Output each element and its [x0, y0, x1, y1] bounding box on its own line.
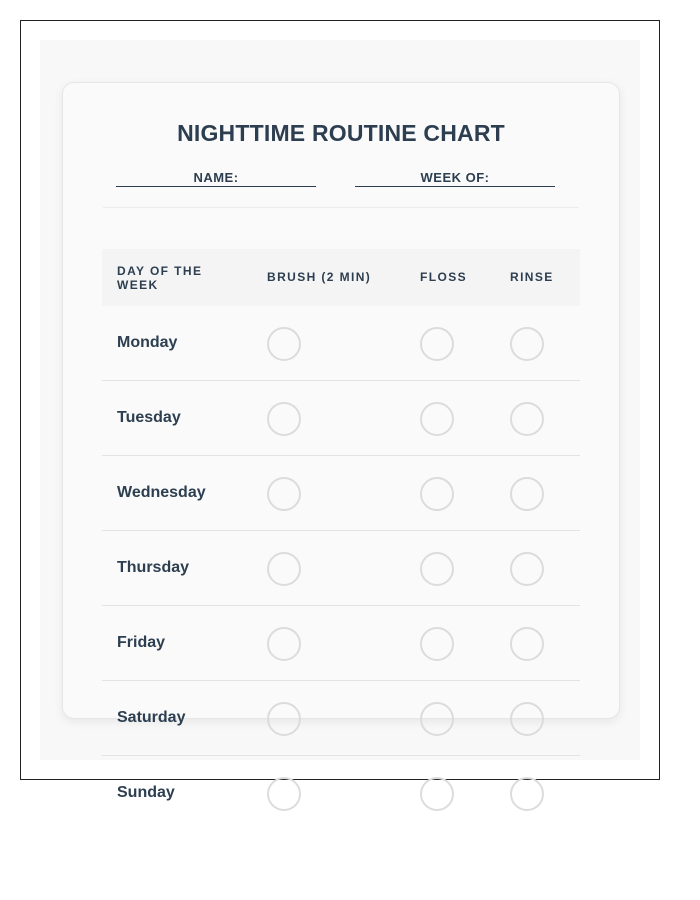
day-label: Wednesday	[117, 484, 206, 501]
brush-checkbox[interactable]	[267, 777, 301, 811]
rinse-checkbox[interactable]	[510, 627, 544, 661]
table-row	[102, 681, 580, 756]
brush-checkbox[interactable]	[267, 702, 301, 736]
rinse-checkbox[interactable]	[510, 552, 544, 586]
table-row	[102, 606, 580, 681]
rinse-checkbox[interactable]	[510, 327, 544, 361]
name-field[interactable]	[116, 170, 316, 187]
brush-checkbox[interactable]	[267, 627, 301, 661]
week-of-field[interactable]	[355, 170, 555, 187]
brush-checkbox[interactable]	[267, 327, 301, 361]
table-row	[102, 456, 580, 531]
brush-checkbox[interactable]	[267, 552, 301, 586]
rinse-checkbox[interactable]	[510, 402, 544, 436]
floss-checkbox[interactable]	[420, 552, 454, 586]
floss-checkbox[interactable]	[420, 702, 454, 736]
table-row	[102, 381, 580, 456]
name-label: NAME:	[193, 170, 239, 185]
rinse-checkbox[interactable]	[510, 777, 544, 811]
floss-checkbox[interactable]	[420, 327, 454, 361]
day-label: Friday	[117, 634, 166, 651]
floss-checkbox[interactable]	[420, 402, 454, 436]
day-label: Thursday	[117, 559, 190, 576]
header-divider	[103, 207, 579, 208]
table-row	[102, 756, 580, 831]
floss-checkbox[interactable]	[420, 777, 454, 811]
floss-checkbox[interactable]	[420, 627, 454, 661]
day-label: Sunday	[117, 784, 175, 801]
week-of-label: WEEK OF:	[420, 170, 490, 185]
table-header	[102, 249, 580, 306]
brush-checkbox[interactable]	[267, 402, 301, 436]
rinse-checkbox[interactable]	[510, 702, 544, 736]
table-body	[102, 306, 580, 831]
day-label: Saturday	[117, 709, 186, 726]
floss-checkbox[interactable]	[420, 477, 454, 511]
day-label: Monday	[117, 334, 178, 351]
table-row	[102, 306, 580, 381]
table-row	[102, 531, 580, 606]
column-header-day: DAY OF THE WEEK	[117, 264, 203, 292]
rinse-checkbox[interactable]	[510, 477, 544, 511]
chart-title: NIGHTTIME ROUTINE CHART	[177, 120, 505, 146]
day-label: Tuesday	[117, 409, 181, 426]
column-header-rinse: RINSE	[510, 270, 554, 284]
brush-checkbox[interactable]	[267, 477, 301, 511]
column-header-brush: BRUSH (2 MIN)	[267, 270, 372, 284]
column-header-floss: FLOSS	[420, 270, 468, 284]
